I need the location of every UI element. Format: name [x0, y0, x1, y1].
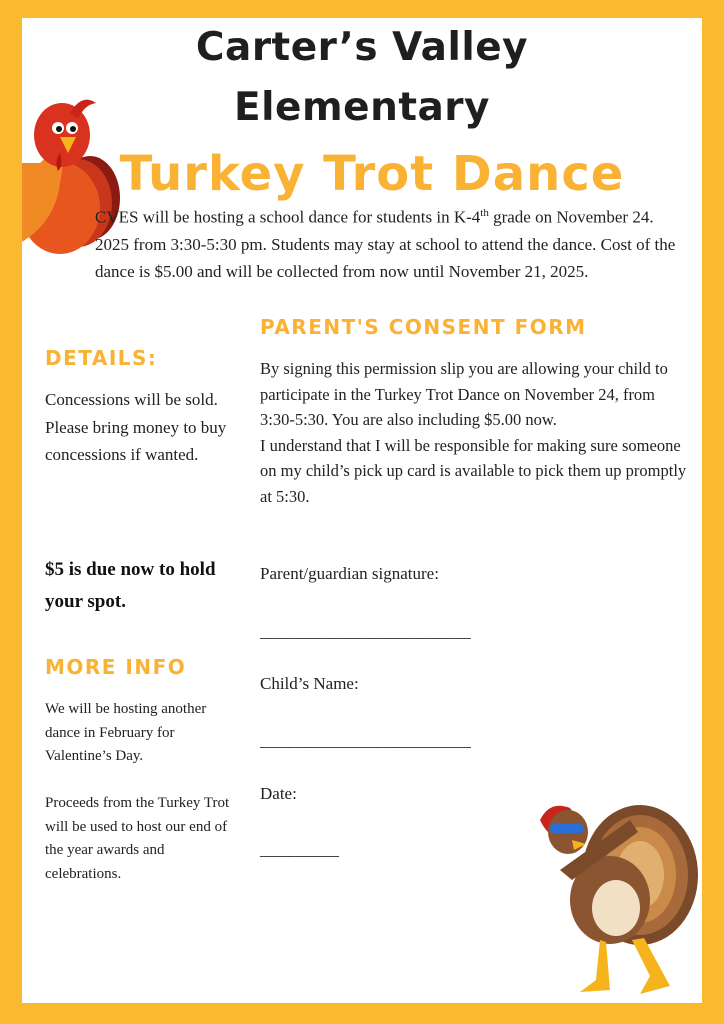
dabbing-turkey-icon: [520, 780, 702, 1003]
intro-text-end: grade on November 24. 2025 from 3:30-5:30 pm. Students may stay at school to attend the dance. Cost of the dance is $5.00 and will be collected from now until November 21, 2025.: [95, 207, 676, 281]
details-heading: DETAILS:: [45, 346, 158, 370]
signature-label: Parent/guardian signature:: [260, 564, 439, 583]
more-info-para1: We will be hosting another dance in February for Valentine’s Day.: [45, 701, 207, 764]
consent-para1: By signing this permission slip you are allowing your child to participate in the Turkey Trot Dance on November 24, from 3:30-5:30. You are also including $5.00 now.: [260, 359, 668, 429]
details-text: Concessions will be sold. Please bring money to buy concessions if wanted.: [45, 390, 227, 464]
more-info-para2: Proceeds from the Turkey Trot will be used to host our end of the year awards and celebrations.: [45, 795, 230, 882]
date-line: _________: [260, 840, 340, 859]
consent-heading: PARENT'S CONSENT FORM: [260, 315, 587, 339]
more-info-text: [45, 698, 230, 886]
date-label: Date:: [260, 784, 297, 803]
signature-line: ________________________: [260, 622, 472, 641]
child-name-line: ________________________: [260, 731, 472, 750]
event-title: Turkey Trot Dance: [119, 146, 625, 202]
school-name: [22, 18, 702, 138]
more-info-heading: MORE INFO: [45, 655, 187, 679]
school-name-line1: Carter’s Valley: [195, 25, 529, 70]
school-name-line2: Elementary: [234, 85, 490, 130]
intro-superscript: th: [480, 207, 489, 219]
intro-text-start: CVES will be hosting a school dance for students in K-4: [95, 207, 481, 227]
payment-note: $5 is due now to hold your spot.: [45, 559, 216, 612]
consent-para2: I understand that I will be responsible for making sure someone on my child’s pick up card is available to pick them up promptly at 5:30.: [260, 435, 687, 506]
intro-paragraph: [95, 200, 690, 285]
child-name-label: Child’s Name:: [260, 674, 359, 693]
flyer-page: [22, 18, 702, 1003]
consent-text: [260, 356, 690, 509]
